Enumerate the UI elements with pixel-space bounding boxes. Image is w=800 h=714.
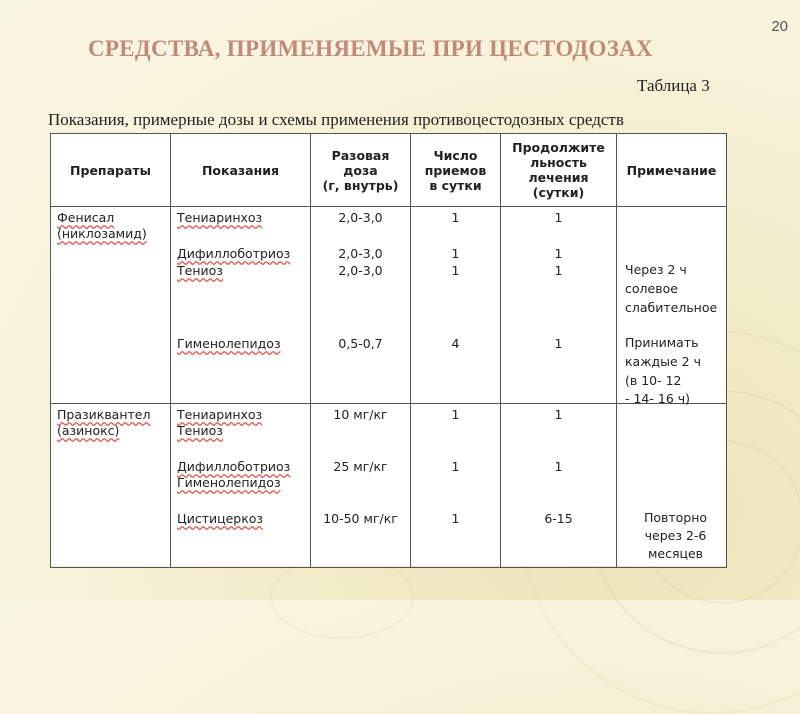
header-times-line: Число bbox=[433, 147, 478, 163]
dose-value: 2,0-3,0 bbox=[338, 246, 383, 261]
dose-value: 25 мг/кг bbox=[333, 459, 388, 474]
header-dose-line: (г, внутрь) bbox=[322, 177, 399, 193]
table-label: Таблица 3 bbox=[637, 76, 710, 95]
indication: Цистицеркоз bbox=[177, 511, 264, 526]
note-line: солевое bbox=[625, 281, 678, 296]
note-cell bbox=[617, 207, 727, 404]
table-header-row bbox=[51, 134, 727, 207]
drug-cell bbox=[51, 207, 171, 404]
header-dose-line: доза bbox=[343, 162, 378, 178]
dose-value: 0,5-0,7 bbox=[338, 336, 383, 351]
times-cell bbox=[411, 207, 501, 404]
header-duration-line: лечения bbox=[528, 170, 589, 185]
times-value: 1 bbox=[451, 511, 460, 526]
drug-alias: (азинокс) bbox=[57, 423, 120, 438]
dose-value: 10 мг/кг bbox=[333, 407, 388, 422]
note-line: (в 10- 12 bbox=[625, 373, 682, 388]
dose-value: 2,0-3,0 bbox=[338, 263, 383, 278]
table-row bbox=[51, 207, 727, 404]
duration-value: 6-15 bbox=[544, 511, 573, 526]
drug-alias: (никлозамид) bbox=[57, 226, 147, 241]
header-duration-line: (сутки) bbox=[532, 185, 585, 200]
duration-cell bbox=[501, 207, 617, 404]
duration-value: 1 bbox=[554, 263, 563, 278]
times-value: 4 bbox=[451, 336, 460, 351]
dose-cell bbox=[311, 207, 411, 404]
indication-cell bbox=[171, 404, 311, 568]
times-value: 1 bbox=[451, 246, 460, 261]
drug-name: Празиквантел bbox=[57, 407, 151, 422]
header-times-line: в сутки bbox=[429, 177, 482, 193]
duration-value: 1 bbox=[554, 459, 563, 474]
duration-value: 1 bbox=[554, 336, 563, 351]
drug-name: Фенисал bbox=[57, 210, 115, 225]
duration-value: 1 bbox=[554, 246, 563, 261]
note-line: Принимать bbox=[625, 335, 699, 350]
indication: Тениоз bbox=[177, 423, 223, 438]
times-value: 1 bbox=[451, 459, 460, 474]
indication: Дифиллоботриоз bbox=[177, 246, 291, 261]
note-line: каждые 2 ч bbox=[625, 354, 701, 369]
header-dose bbox=[311, 134, 411, 207]
drug-table-container bbox=[50, 133, 726, 566]
note-line: Повторно bbox=[643, 510, 708, 525]
duration-value: 1 bbox=[554, 407, 563, 422]
table-row bbox=[51, 404, 727, 568]
dose-value: 2,0-3,0 bbox=[338, 210, 383, 225]
note-line: Через 2 ч bbox=[625, 262, 687, 277]
header-note: Примечание bbox=[617, 134, 727, 207]
indication: Гименолепидоз bbox=[177, 336, 281, 351]
table-caption: Показания, примерные дозы и схемы применения противоцестодозных средств bbox=[48, 110, 624, 129]
note-cell bbox=[617, 404, 727, 568]
slide-title: СРЕДСТВА, ПРИМЕНЯЕМЫЕ ПРИ ЦЕСТОДОЗАХ bbox=[88, 36, 653, 61]
times-value: 1 bbox=[451, 407, 460, 422]
header-dose-line: Разовая bbox=[331, 147, 390, 163]
note-line: через 2-6 bbox=[644, 528, 707, 543]
duration-cell bbox=[501, 404, 617, 568]
header-drug: Препараты bbox=[51, 134, 171, 207]
indication-cell bbox=[171, 207, 311, 404]
duration-value: 1 bbox=[554, 210, 563, 225]
header-duration bbox=[501, 134, 617, 207]
indication: Гименолепидоз bbox=[177, 475, 281, 490]
times-value: 1 bbox=[451, 210, 460, 225]
header-indication: Показания bbox=[171, 134, 311, 207]
drug-table bbox=[50, 133, 727, 568]
times-value: 1 bbox=[451, 263, 460, 278]
header-times bbox=[411, 134, 501, 207]
slide-number: 20 bbox=[771, 18, 788, 35]
header-duration-line: Продолжите bbox=[512, 140, 605, 155]
note-line: месяцев bbox=[647, 546, 704, 561]
header-times-line: приемов bbox=[424, 162, 487, 178]
indication: Тениоз bbox=[177, 263, 223, 278]
times-cell bbox=[411, 404, 501, 568]
header-duration-line: льность bbox=[530, 155, 587, 170]
indication: Тениаринхоз bbox=[177, 407, 263, 422]
note-line: - 14- 16 ч) bbox=[625, 391, 691, 406]
drug-cell bbox=[51, 404, 171, 568]
indication: Тениаринхоз bbox=[177, 210, 263, 225]
dose-value: 10-50 мг/кг bbox=[323, 511, 398, 526]
dose-cell bbox=[311, 404, 411, 568]
note-line: слабительное bbox=[625, 300, 718, 315]
indication: Дифиллоботриоз bbox=[177, 459, 291, 474]
